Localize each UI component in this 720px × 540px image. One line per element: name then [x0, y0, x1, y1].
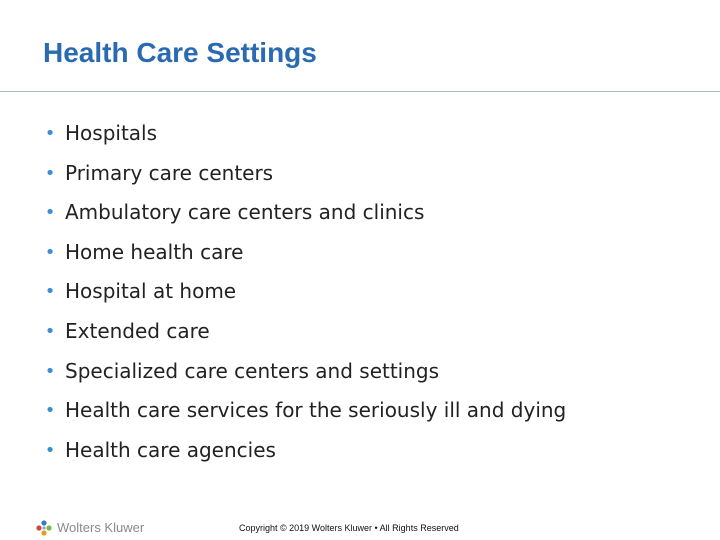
wolters-kluwer-logo: [35, 519, 144, 537]
slide-title: Health Care Settings: [43, 37, 317, 68]
bullet-text: Ambulatory care centers and clinics: [65, 200, 425, 225]
bullet-icon: •: [44, 162, 56, 184]
wolters-kluwer-logo-icon: [35, 519, 53, 537]
bullet-text: Extended care: [65, 318, 210, 343]
logo-text: Wolters Kluwer: [57, 520, 145, 535]
bullet-text: Home health care: [65, 239, 244, 264]
bullet-text: Health care services for the seriously ill and dying: [65, 398, 567, 423]
bullet-text: Health care agencies: [65, 437, 276, 462]
bullet-text: Primary care centers: [65, 160, 274, 185]
bullet-icon: •: [44, 360, 56, 382]
title-divider: [0, 91, 720, 92]
bullet-icon: •: [44, 202, 56, 224]
bullet-icon: •: [44, 123, 56, 144]
bullet-text: Specialized care centers and settings: [65, 358, 440, 383]
bullet-icon: •: [44, 320, 56, 342]
bullet-icon: •: [44, 439, 56, 461]
bullet-icon: •: [44, 241, 56, 263]
bullet-text: Hospital at home: [65, 279, 237, 304]
bullet-icon: •: [44, 281, 56, 303]
bullet-text: Hospitals: [65, 121, 158, 145]
bullet-icon: •: [44, 400, 56, 422]
copyright-text: Copyright © 2019 Wolters Kluwer • All Rights Reserved: [239, 523, 459, 533]
